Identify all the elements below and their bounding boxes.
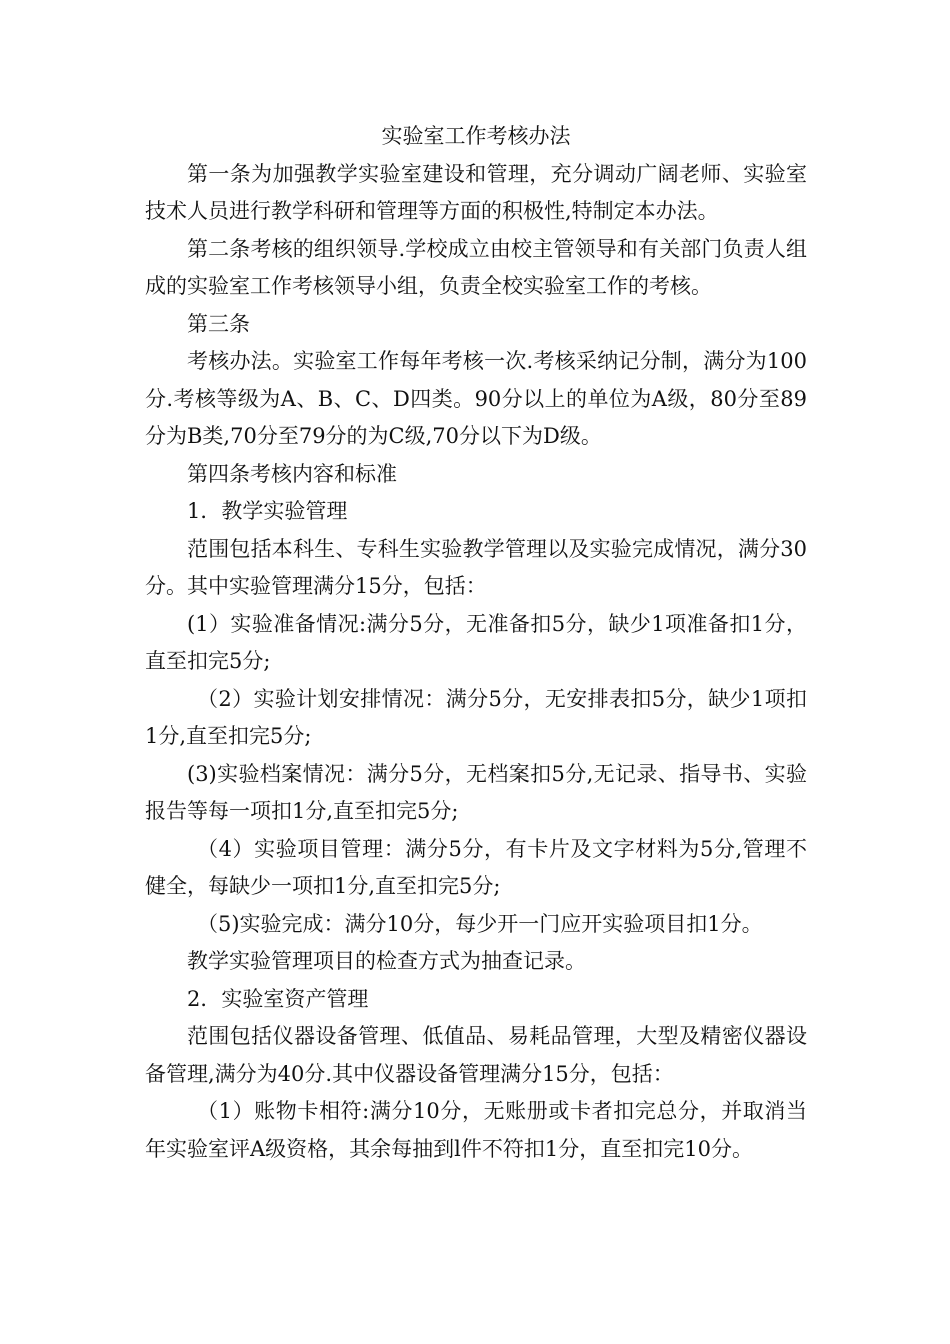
document-body — [145, 118, 807, 1168]
list-item-completion: （5)实验完成：满分10分，每少开一门应开实验项目扣1分。 — [197, 911, 763, 936]
paragraph-article-1: 第一条为加强教学实验室建设和管理，充分调动广阔老师、实验室技术人员进行教学科研和管理等方面的积极性,特制定本办法。 — [145, 161, 807, 223]
section-heading-teaching-lab-management: 1．教学实验管理 — [187, 499, 348, 523]
paragraph-asset-scope: 范围包括仪器设备管理、低值品、易耗品管理，大型及精密仪器设备管理,满分为40分.其中仪器设备管理满分15分，包括： — [145, 1024, 807, 1086]
list-item-account-match: （1）账物卡相符:满分10分，无账册或卡者扣完总分，并取消当年实验室评A级资格，其余每抽到l件不符扣1分，直至扣完10分。 — [145, 1099, 807, 1161]
list-item-archives: (3)实验档案情况：满分5分，无档案扣5分,无记录、指导书、实验报告等每一项扣1分,直至扣完5分; — [145, 761, 807, 823]
paragraph-assessment-method: 考核办法。实验室工作每年考核一次.考核采纳记分制，满分为100分.考核等级为A、B、C、D四类。90分以上的单位为A级，80分至89分为B类,70分至79分的为C级,70分以下为D级。 — [145, 349, 807, 448]
paragraph-article-2: 第二条考核的组织领导.学校成立由校主管领导和有关部门负责人组成的实验室工作考核领导小组，负责全校实验室工作的考核。 — [145, 236, 807, 298]
paragraph-teaching-scope: 范围包括本科生、专科生实验教学管理以及实验完成情况，满分30分。其中实验管理满分15分，包括： — [145, 536, 807, 598]
list-item-project-management: （4）实验项目管理：满分5分，有卡片及文字材料为5分,管理不健全，每缺少一项扣1分,直至扣完5分; — [145, 836, 807, 898]
paragraph-article-4-heading: 第四条考核内容和标准 — [187, 461, 397, 486]
section-heading-asset-management: 2．实验室资产管理 — [187, 986, 369, 1011]
document-title: 实验室工作考核办法 — [381, 124, 571, 148]
list-item-preparation: (1）实验准备情况:满分5分，无准备扣5分，缺少1项准备扣1分，直至扣完5分; — [145, 611, 807, 673]
paragraph-article-3-heading: 第三条 — [187, 311, 250, 336]
list-item-plan-arrangement: （2）实验计划安排情况：满分5分，无安排表扣5分，缺少1项扣1分,直至扣完5分; — [145, 686, 807, 748]
paragraph-inspection-method: 教学实验管理项目的检查方式为抽查记录。 — [187, 949, 586, 973]
